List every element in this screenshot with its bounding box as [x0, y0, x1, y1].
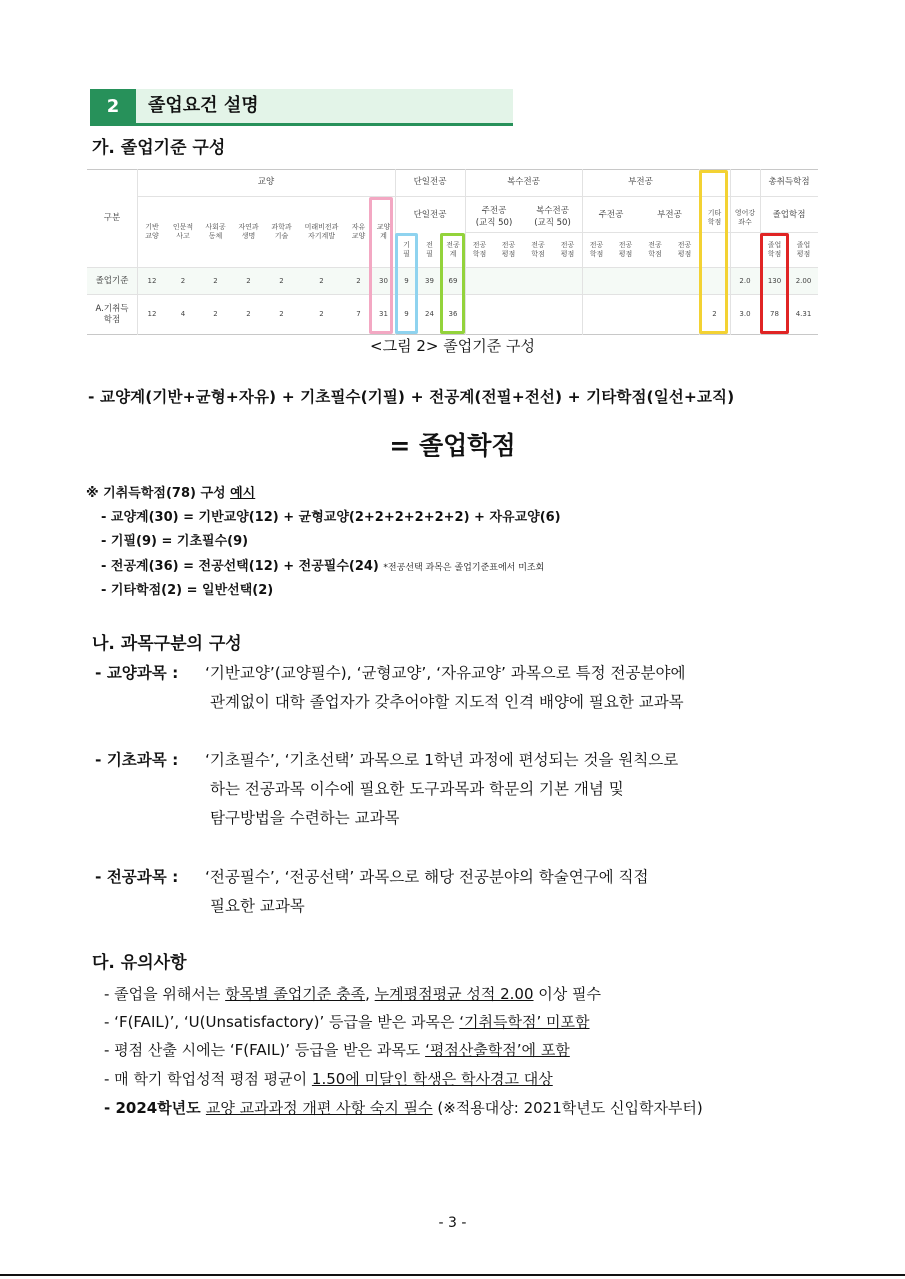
subject-label: - 교양과목 :	[95, 664, 179, 682]
note-text: 이상 필수	[533, 985, 602, 1003]
table-sub-gita: 기타 학점	[707, 209, 722, 226]
note-text: - 평점 산출 시에는 ‘F(FAIL)’ 등급을 받은 과목도	[104, 1041, 426, 1059]
highlight-red-box	[760, 233, 789, 334]
note-item	[104, 1011, 590, 1034]
note-text: - 졸업을 위해서는	[104, 985, 226, 1003]
subject-desc: 탐구방법을 수련하는 교과목	[210, 809, 400, 827]
example-line-text: - 전공계(36) = 전공선택(12) + 전공필수(24)	[101, 559, 384, 574]
table-group-boksu: 복수전공	[507, 177, 540, 187]
table-cell: 4	[180, 310, 186, 318]
note-item	[104, 1068, 553, 1091]
note-underlined: 누계평점평균 성적 2.00	[374, 985, 534, 1003]
table-row-header: 구분	[103, 213, 121, 223]
table-cell: 24	[425, 310, 434, 318]
table-cell: 2	[319, 277, 324, 285]
table-col-header: 인문적 사고	[172, 223, 194, 240]
example-note: *전공선택 과목은 졸업기준표에서 미조회	[383, 563, 545, 573]
note-item	[104, 1039, 570, 1062]
table-cell: 12	[147, 277, 157, 285]
subheading-c: 다. 유의사항	[92, 953, 187, 973]
table-col-header: 사회공 동체	[205, 223, 226, 240]
table-cell: 30	[379, 277, 388, 285]
table-cell: 2	[180, 277, 186, 285]
note-underlined: 1.50에 미달인 학생은 학사경고 대상	[311, 1070, 553, 1088]
table-cell: 3.0	[739, 310, 751, 318]
table-col-header: 전공 평점	[677, 241, 692, 258]
table-sub-jujeon: 주전공 (교직 50)	[475, 206, 513, 228]
highlight-blue-box	[395, 233, 418, 334]
highlight-yellow-box	[699, 170, 728, 334]
note-text: (※적용대상: 2021학년도 신입학자부터)	[432, 1099, 703, 1117]
example-title	[86, 485, 255, 503]
table-col-header: 전공 학점	[589, 241, 604, 258]
example-line: - 기필(9) = 기초필수(9)	[101, 534, 249, 549]
table-cell: 69	[448, 277, 458, 285]
subject-label: - 기초과목 :	[95, 751, 179, 769]
table-cell: 12	[147, 310, 157, 318]
table-col-header: 자유 교양	[351, 223, 366, 240]
note-underlined: 항목별 졸업기준 충족	[225, 985, 366, 1003]
section-number: 2	[90, 89, 136, 123]
subject-desc: ‘기반교양’(교양필수), ‘균형교양’, ‘자유교양’ 과목으로 특정 전공분야에	[205, 664, 686, 682]
example-line: - 기타학점(2) = 일반선택(2)	[101, 583, 274, 598]
table-col-header: 기반 교양	[145, 223, 159, 240]
table-cell: 9	[404, 310, 409, 318]
subject-desc: ‘전공필수’, ‘전공선택’ 과목으로 해당 전공분야의 학술연구에 직접	[205, 868, 649, 886]
table-cell: 2	[712, 310, 717, 318]
example-line	[101, 558, 544, 577]
table-col-header: 자연과 생명	[238, 223, 259, 240]
table-cell: 2	[213, 310, 218, 318]
table-cell: 130	[767, 277, 782, 285]
table-group-gyoyang: 교양	[257, 177, 275, 187]
table-cell: 2	[279, 277, 284, 285]
table-col-header: 미래비전과 자기계발	[304, 223, 339, 240]
note-text: - ‘F(FAIL)’, ‘U(Unsatisfactory)’ 등급을 받은 과목은	[104, 1013, 460, 1031]
table-col-header: 졸업 평점	[796, 241, 811, 258]
table-sub-bujeon: 부전공	[657, 210, 682, 220]
highlight-pink-box	[369, 197, 393, 334]
note-text: - 매 학기 학업성적 평점 평균이	[104, 1070, 312, 1088]
graduation-formula: - 교양계(기반+균형+자유) + 기초필수(기필) + 전공계(전필+전선) + 기타학점(일선+교직)	[88, 388, 735, 406]
example-title-underlined: 예시	[230, 486, 256, 501]
subject-desc: 필요한 교과목	[210, 897, 305, 915]
table-sub-jujeon-bu: 주전공	[598, 210, 624, 220]
table-col-header: 전공 계	[446, 241, 460, 258]
table-col-header: 전공 평점	[501, 241, 516, 258]
table-cell: 2.00	[795, 277, 812, 285]
table-cell: 7	[356, 310, 361, 318]
note-underlined: 교양 교과과정 개편 사항 숙지 필수	[205, 1099, 433, 1117]
highlight-green-box	[440, 233, 465, 334]
subject-label: - 전공과목 :	[95, 868, 179, 886]
page-number: - 3 -	[438, 1215, 467, 1231]
table-col-header: 전공 학점	[648, 241, 662, 258]
table-col-header: 전공 학점	[472, 241, 487, 258]
table-cell: 2.0	[739, 277, 751, 285]
page-bottom-border	[0, 1274, 905, 1276]
table-cell: 36	[448, 310, 458, 318]
table-cell: 2	[213, 277, 218, 285]
note-underlined: ‘평점산출학점’에 포함	[425, 1041, 570, 1059]
table-row-label: A.기취득 학점	[95, 304, 129, 325]
note-text: ,	[365, 985, 375, 1003]
table-cell: 31	[379, 310, 388, 318]
table-sub-danil: 단일전공	[413, 210, 447, 220]
section-title: 졸업요건 설명	[148, 95, 259, 116]
table-row-label: 졸업기준	[95, 276, 129, 286]
table-sub-eoneo: 영어강 좌수	[734, 209, 756, 226]
table-col-header: 기 필	[403, 241, 410, 258]
table-cell: 2	[279, 310, 284, 318]
table-cell: 78	[770, 310, 779, 318]
section-underline	[90, 123, 513, 126]
table-col-header: 전공 학점	[531, 241, 545, 258]
table-cell: 4.31	[795, 310, 812, 318]
table-cell: 39	[425, 277, 434, 285]
table-cell: 2	[319, 310, 324, 318]
formula-result: = 졸업학점	[389, 431, 516, 460]
subheading-b: 나. 과목구분의 구성	[92, 634, 242, 654]
subheading-a: 가. 졸업기준 구성	[92, 138, 226, 158]
note-underlined: ‘기취득학점’ 미포함	[459, 1013, 590, 1031]
table-sub-joleop: 졸업학점	[772, 210, 806, 220]
note-text: - 2024학년도	[104, 1099, 206, 1117]
table-col-header: 졸업 학점	[767, 241, 782, 258]
example-title-prefix: ※ 기취득학점(78) 구성	[86, 486, 231, 501]
table-group-danil: 단일전공	[413, 177, 447, 187]
table-col-header: 전공 평점	[560, 241, 575, 258]
table-sub-boksu: 복수전공 (교직 50)	[534, 206, 571, 228]
note-item	[104, 983, 601, 1006]
note-item	[104, 1097, 703, 1120]
table-col-header: 교양 계	[376, 223, 391, 240]
subject-desc: 하는 전공과목 이수에 필요한 도구과목과 학문의 기본 개념 및	[210, 780, 624, 798]
table-cell: 2	[356, 277, 361, 285]
table-col-header: 전공 평점	[618, 241, 633, 258]
table-col-header: 전 필	[426, 241, 433, 258]
example-line: - 교양계(30) = 기반교양(12) + 균형교양(2+2+2+2+2+2) + 자유교양(6)	[101, 510, 561, 525]
subject-desc: 관계없이 대학 졸업자가 갖추어야할 지도적 인격 배양에 필요한 교과목	[210, 693, 684, 711]
subject-desc: ‘기초필수’, ‘기초선택’ 과목으로 1학년 과정에 편성되는 것을 원칙으로	[205, 751, 679, 769]
table-cell: 9	[404, 277, 409, 285]
table-cell: 2	[246, 277, 251, 285]
table-col-header: 과학과 기술	[271, 223, 292, 240]
figure-caption: <그림 2> 졸업기준 구성	[370, 337, 535, 355]
table-group-chwideuk: 총취득학점	[768, 177, 810, 187]
graduation-criteria-table	[87, 169, 818, 335]
table-group-bu: 부전공	[628, 177, 653, 187]
table-cell: 2	[246, 310, 251, 318]
